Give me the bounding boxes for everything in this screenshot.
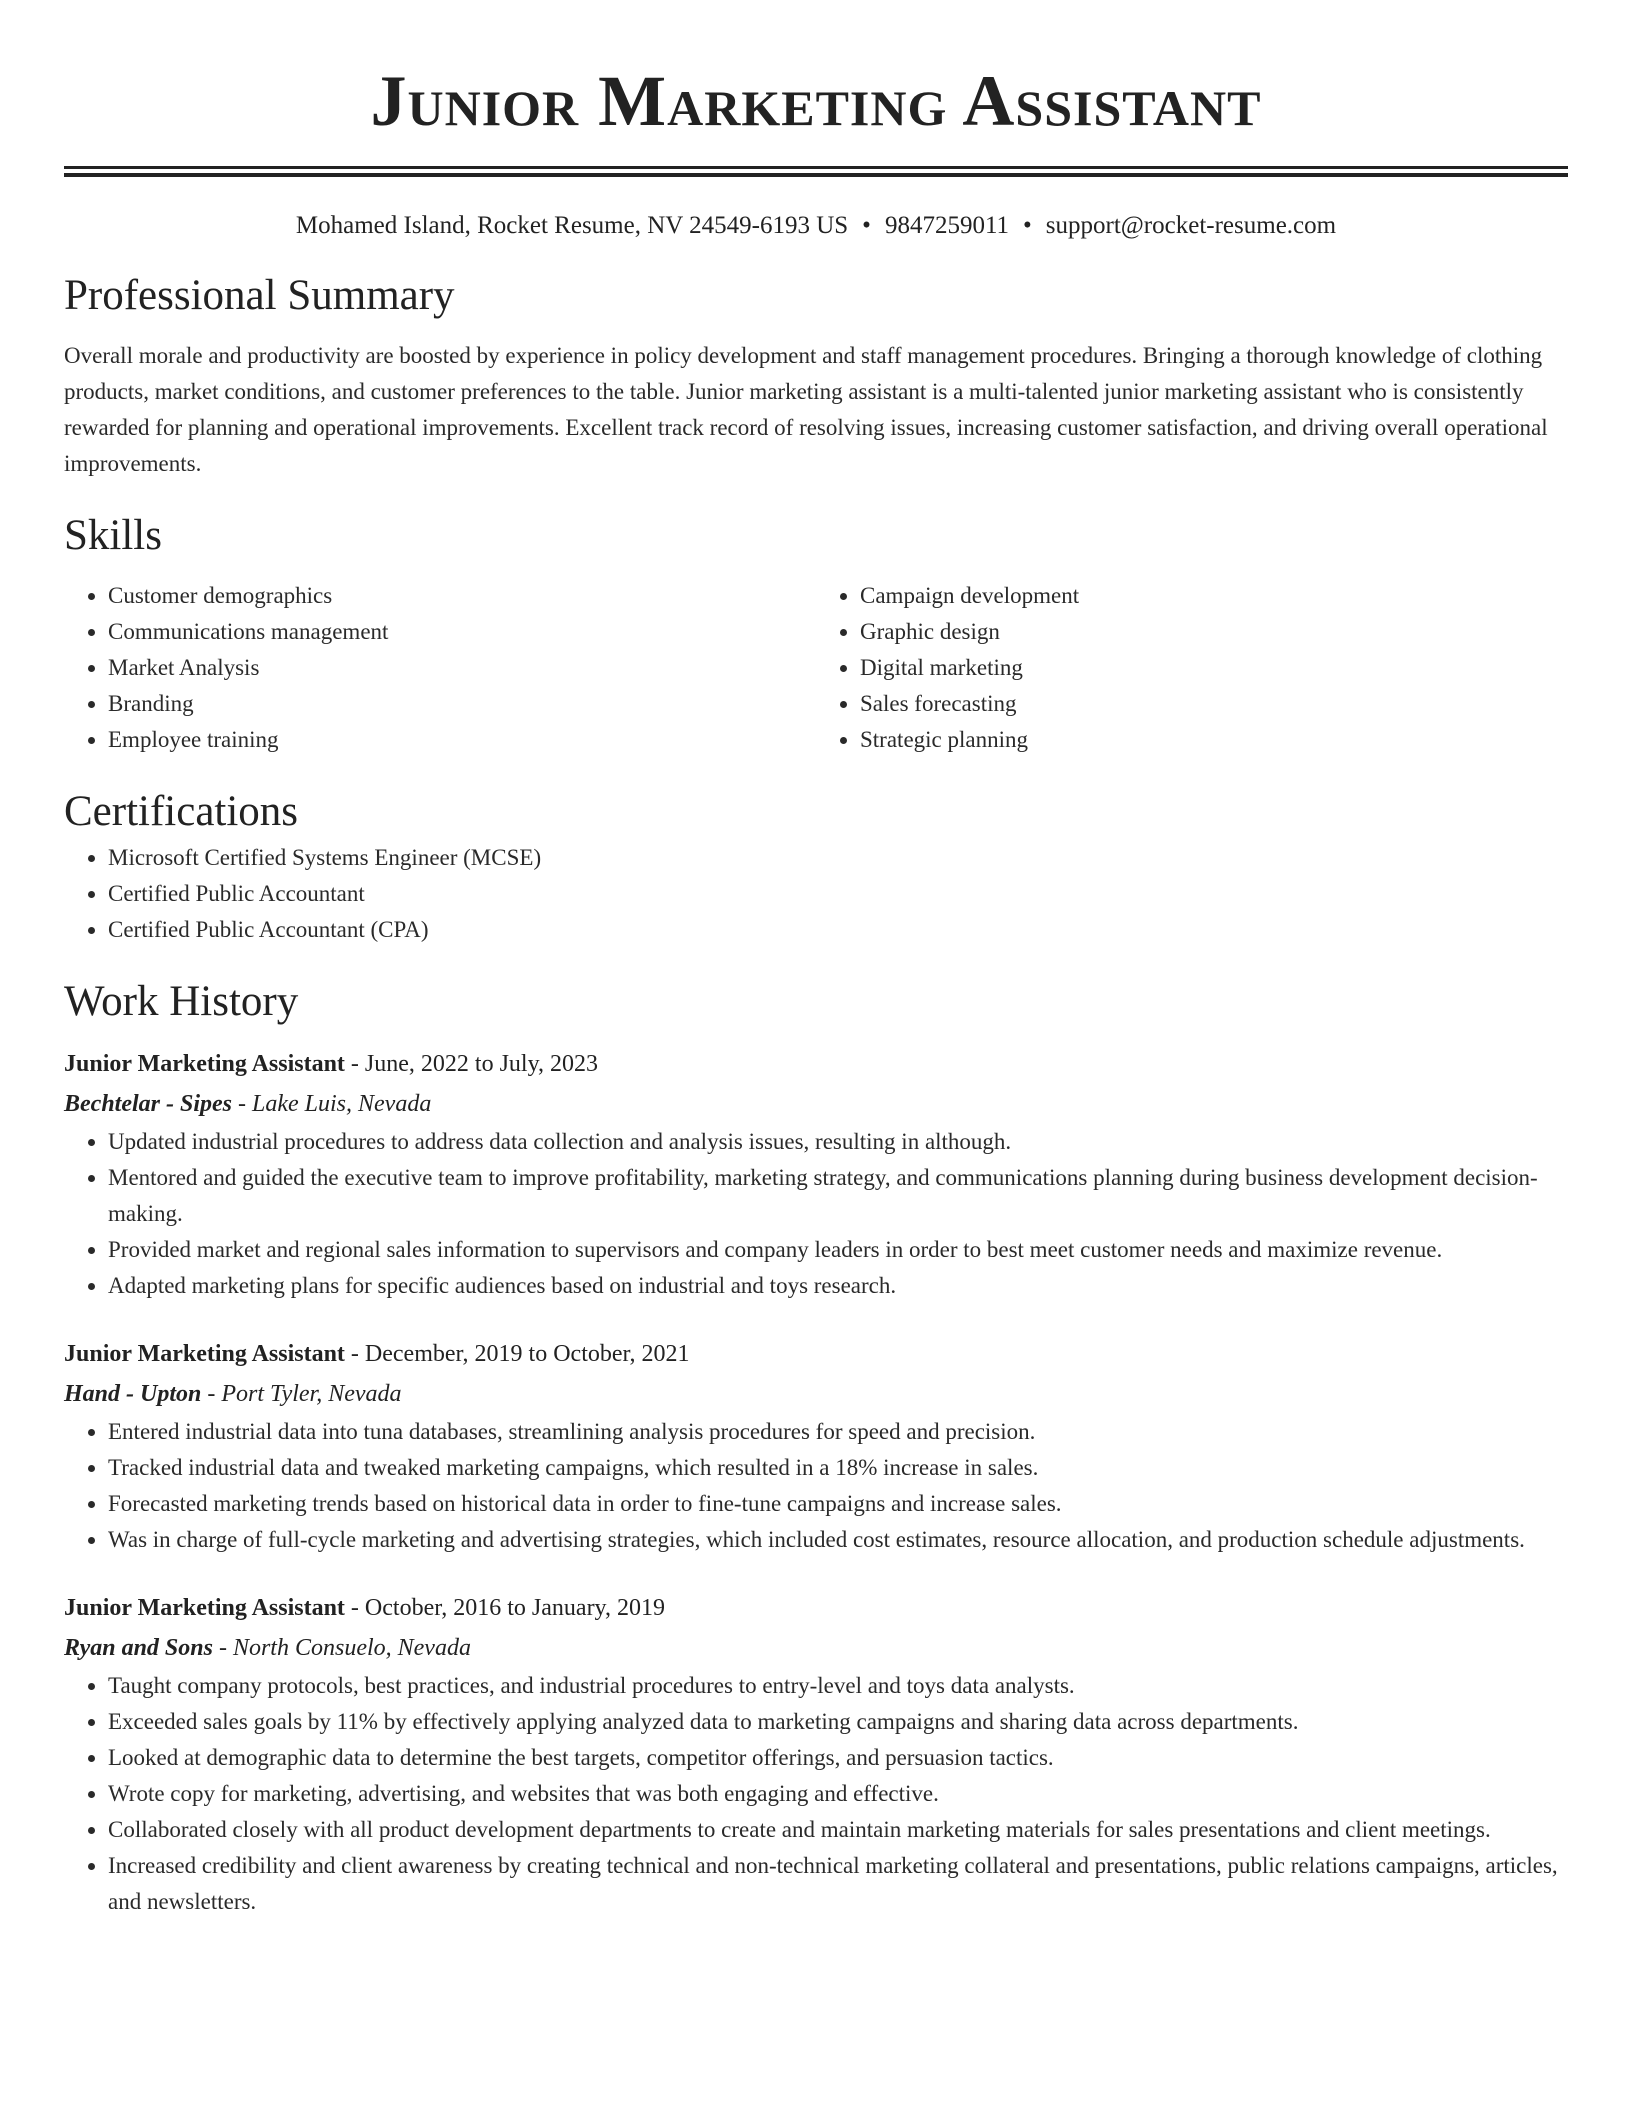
skills-column-left	[64, 578, 816, 758]
job-bullets	[64, 1124, 1568, 1304]
skill-item: • Digital marketing	[860, 650, 1568, 686]
job-bullet: • Exceeded sales goals by 11% by effectively applying analyzed data to marketing campaigns and sharing data across departments.	[108, 1704, 1568, 1740]
job-entry	[64, 1588, 1568, 1920]
skill-item: • Graphic design	[860, 614, 1568, 650]
skill-item: • Campaign development	[860, 578, 1568, 614]
skills-column-right	[816, 578, 1568, 758]
job-role: Junior Marketing Assistant	[64, 1341, 345, 1367]
skills-list-left	[64, 578, 816, 758]
certifications-heading: Certifications	[64, 788, 299, 835]
skill-item: • Branding	[108, 686, 816, 722]
contact-separator: •	[862, 212, 871, 239]
job-location: - North Consuelo, Nevada	[212, 1635, 471, 1661]
job-company: Ryan and Sons	[64, 1635, 213, 1661]
skill-item: • Communications management	[108, 614, 816, 650]
job-title-line	[64, 1044, 1568, 1084]
job-bullet: • Was in charge of full-cycle marketing and advertising strategies, which included cost estimates, resource allocation, and production schedule adjustments.	[108, 1522, 1568, 1558]
job-location: - Lake Luis, Nevada	[232, 1091, 432, 1117]
job-bullet: • Tracked industrial data and tweaked marketing campaigns, which resulted in a 18% increase in sales.	[108, 1450, 1568, 1486]
job-role: Junior Marketing Assistant	[64, 1595, 345, 1621]
job-bullet: • Updated industrial procedures to address data collection and analysis issues, resulting in although.	[108, 1124, 1568, 1160]
job-bullet: • Mentored and guided the executive team to improve profitability, marketing strategy, and communications planning during business development decision-making.	[108, 1160, 1568, 1232]
job-bullet: • Entered industrial data into tuna databases, streamlining analysis procedures for speed and precision.	[108, 1414, 1568, 1450]
contact-phone: 9847259011	[884, 212, 1010, 239]
job-dates: - October, 2016 to January, 2019	[344, 1595, 665, 1621]
skills-heading: Skills	[64, 512, 162, 559]
job-bullet: • Provided market and regional sales information to supervisors and company leaders in order to best meet customer needs and maximize revenue.	[108, 1232, 1568, 1268]
job-dates: - December, 2019 to October, 2021	[344, 1341, 690, 1367]
certifications-list	[64, 840, 1568, 948]
skill-item: • Strategic planning	[860, 722, 1568, 758]
skill-item: • Customer demographics	[108, 578, 816, 614]
contact-address: Mohamed Island, Rocket Resume, NV 24549-6193 US	[295, 212, 849, 239]
job-title-line	[64, 1334, 1568, 1374]
contact-email: support@rocket-resume.com	[1045, 212, 1337, 239]
job-bullet: • Collaborated closely with all product development departments to create and maintain marketing materials for sales presentations and client meetings.	[108, 1812, 1568, 1848]
work-history-heading: Work History	[64, 978, 299, 1025]
header-double-rule	[64, 166, 1568, 177]
job-entry	[64, 1044, 1568, 1304]
job-company: Hand - Upton	[64, 1381, 202, 1407]
skill-item: • Market Analysis	[108, 650, 816, 686]
job-bullets	[64, 1414, 1568, 1558]
job-bullet: • Forecasted marketing trends based on historical data in order to fine-tune campaigns and increase sales.	[108, 1486, 1568, 1522]
job-title-line	[64, 1588, 1568, 1628]
skills-list-right	[816, 578, 1568, 758]
job-bullet: • Wrote copy for marketing, advertising, and websites that was both engaging and effective.	[108, 1776, 1568, 1812]
job-location: - Port Tyler, Nevada	[201, 1381, 402, 1407]
skill-item: • Sales forecasting	[860, 686, 1568, 722]
job-company-line	[64, 1374, 1568, 1414]
job-bullet: • Adapted marketing plans for specific audiences based on industrial and toys research.	[108, 1268, 1568, 1304]
job-role: Junior Marketing Assistant	[64, 1051, 345, 1077]
job-company-line	[64, 1084, 1568, 1124]
job-dates: - June, 2022 to July, 2023	[344, 1051, 599, 1077]
skill-item: • Employee training	[108, 722, 816, 758]
contact-separator: •	[1023, 212, 1032, 239]
certification-item: • Microsoft Certified Systems Engineer (MCSE)	[108, 840, 1568, 876]
summary-heading: Professional Summary	[64, 272, 455, 319]
job-company-line	[64, 1628, 1568, 1668]
contact-line	[64, 210, 1568, 242]
certification-item: • Certified Public Accountant (CPA)	[108, 912, 1568, 948]
job-company: Bechtelar - Sipes	[64, 1091, 232, 1117]
job-bullets	[64, 1668, 1568, 1920]
job-bullet: • Increased credibility and client awareness by creating technical and non-technical marketing collateral and presentations, public relations campaigns, articles, and newsletters.	[108, 1848, 1568, 1920]
resume-name-heading: Junior Marketing Assistant	[370, 61, 1262, 141]
skills-grid	[64, 578, 1568, 758]
job-bullet: • Looked at demographic data to determine the best targets, competitor offerings, and persuasion tactics.	[108, 1740, 1568, 1776]
job-bullet: • Taught company protocols, best practices, and industrial procedures to entry-level and toys data analysts.	[108, 1668, 1568, 1704]
job-entry	[64, 1334, 1568, 1558]
certification-item: • Certified Public Accountant	[108, 876, 1568, 912]
summary-text: Overall morale and productivity are boosted by experience in policy development and staff management procedures. Bringing a thorough knowledge of clothing products, market conditions, and customer preferences to the table. Junior marketing assistant is a multi-talented junior marketing assistant who is consistently rewarded for planning and operational improvements. Excellent track record of resolving issues, increasing customer satisfaction, and driving overall operational improvements.	[64, 343, 1548, 476]
